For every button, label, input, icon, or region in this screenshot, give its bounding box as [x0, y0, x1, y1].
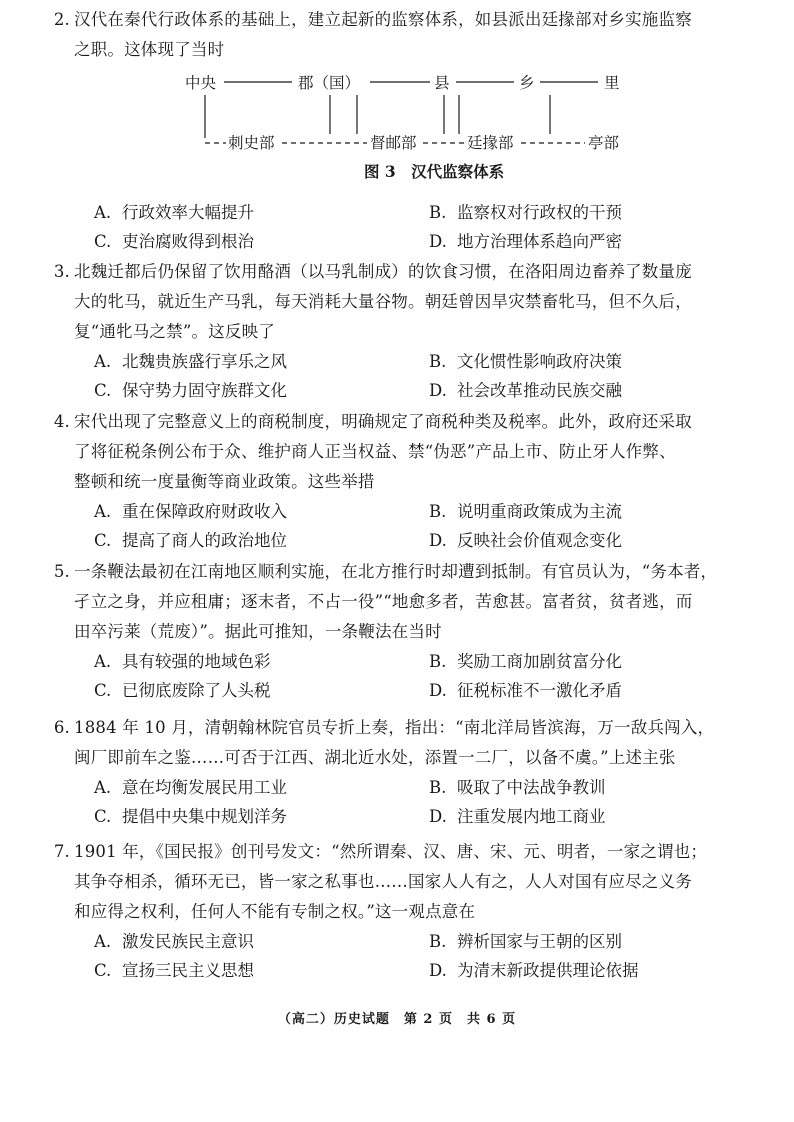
option-c: C. 提倡中央集中规划洋务 [94, 807, 287, 826]
option-a: A. 北魏贵族盛行享乐之风 [94, 352, 287, 371]
diagram-node-township: 乡 [519, 74, 535, 92]
option-a: A. 具有较强的地域色彩 [94, 652, 271, 671]
diagram-node-cishi: 刺史部 [228, 134, 275, 152]
option-d: D. 地方治理体系趋向严密 [429, 232, 622, 251]
option-a: A. 意在均衡发展民用工业 [94, 778, 287, 797]
question-line: 2. 汉代在秦代行政体系的基础上，建立起新的监察体系，如县派出廷掾部对乡实施监察 [40, 5, 760, 35]
option-d: D. 注重发展内地工商业 [429, 807, 606, 826]
question-line: 之职。这体现了当时 [74, 40, 225, 59]
question-7: 7. 1901 年，《国民报》创刊号发文：“然所谓秦、汉、唐、宋、元、明者，一家之谓也； 其争夺相杀，循环无已，皆一家之私事也……国家人人有之，人人对国有应尽之义务 和应得之权利，任何人不能有专制之权。”这一观点意在 A. 激发民族民主意识 B. 辨析国家与王朝的区别 C. 宣扬三民主义思想 D. 为清末新政提供理论依据 [40, 837, 760, 985]
option-b: B. 吸取了中法战争教训 [429, 778, 606, 797]
question-2 [40, 5, 760, 65]
question-number: 4. [53, 412, 70, 431]
question-5: 5. 一条鞭法最初在江南地区顺利实施，在北方推行时却遭到抵制。有官员认为，“务本者， 孑立之身，并应租庸；逐末者，不占一役”“地愈多者，苦愈甚。富者贫，贫者逃，而 田卒污莱（荒废）”。据此可推知，一条鞭法在当时 A. 具有较强的地域色彩 B. 奖励工商加剧贫富分化 C. 已彻底废除了人头税 D. 征税标准不一激化矛盾 [40, 557, 760, 705]
page-footer: （高二）历史试题 第 2 页 共 6 页 [277, 1012, 517, 1027]
question-number: 5. [53, 562, 70, 581]
option-c: C. 保守势力固守族群文化 [94, 381, 287, 400]
question-3: 3. 北魏迁都后仍保留了饮用酪酒（以马乳制成）的饮食习惯，在洛阳周边畜养了数量庞 大的牝马，就近生产马乳，每天消耗大量谷物。朝廷曾因旱灾禁畜牝马，但不久后， 复“通牝马之禁”。这反映了 A. 北魏贵族盛行享乐之风 B. 文化惯性影响政府决策 C. 保守势力固守族群文化 D. 社会改革推动民族交融 [40, 257, 760, 405]
option-b: B. 监察权对行政权的干预 [429, 203, 622, 222]
option-c: C. 提高了商人的政治地位 [94, 531, 287, 550]
option-d: D. 为清末新政提供理论依据 [429, 961, 639, 980]
question-2-options [40, 198, 760, 256]
diagram-caption: 图 3 汉代监察体系 [364, 162, 505, 181]
diagram-node-duyou: 督邮部 [370, 134, 417, 152]
option-c: C. 宣扬三民主义思想 [94, 961, 254, 980]
option-d: D. 反映社会价值观念变化 [429, 531, 622, 550]
diagram-node-tingyuan: 廷掾部 [467, 134, 514, 152]
diagram-node-ting: 亭部 [588, 134, 620, 152]
question-6: 6. 1884 年 10 月，清朝翰林院官员专折上奏，指出：“南北洋局皆滨海，万一敌兵闯入， 闽厂即前车之鉴……可否于江西、湖北近水处，添置一二厂，以备不虞。”上述主张 A. 意在均衡发展民用工业 B. 吸取了中法战争教训 C. 提倡中央集中规划洋务 D. 注重发展内地工商业 [40, 713, 760, 831]
option-b: B. 说明重商政策成为主流 [429, 502, 622, 521]
option-a: A. 行政效率大幅提升 [94, 203, 254, 222]
option-d: D. 社会改革推动民族交融 [429, 381, 622, 400]
question-number: 6. [53, 718, 70, 737]
option-a: A. 重在保障政府财政收入 [94, 502, 287, 521]
option-d: D. 征税标准不一激化矛盾 [429, 681, 622, 700]
diagram-node-village: 里 [604, 74, 620, 92]
option-a: A. 激发民族民主意识 [94, 932, 254, 951]
diagram-node-county: 县 [434, 74, 450, 92]
question-number: 7. [53, 842, 70, 861]
option-b: B. 奖励工商加剧贫富分化 [429, 652, 622, 671]
question-number: 3. [53, 262, 70, 281]
question-number: 2. [53, 10, 70, 29]
diagram-node-central: 中央 [185, 74, 217, 92]
option-c: C. 吏治腐败得到根治 [94, 232, 254, 251]
option-b: B. 文化惯性影响政府决策 [429, 352, 622, 371]
question-4: 4. 宋代出现了完整意义上的商税制度，明确规定了商税种类及税率。此外，政府还采取 了将征税条例公布于众、维护商人正当权益、禁“伪恶”产品上市、防止牙人作弊、 整顿和统一度量衡等商业政策。这些举措 A. 重在保障政府财政收入 B. 说明重商政策成为主流 C. 提高了商人的政治地位 D. 反映社会价值观念变化 [40, 407, 760, 555]
diagram-node-commandery: 郡（国） [298, 74, 361, 92]
option-b: B. 辨析国家与王朝的区别 [429, 932, 622, 951]
option-c: C. 已彻底废除了人头税 [94, 681, 271, 700]
